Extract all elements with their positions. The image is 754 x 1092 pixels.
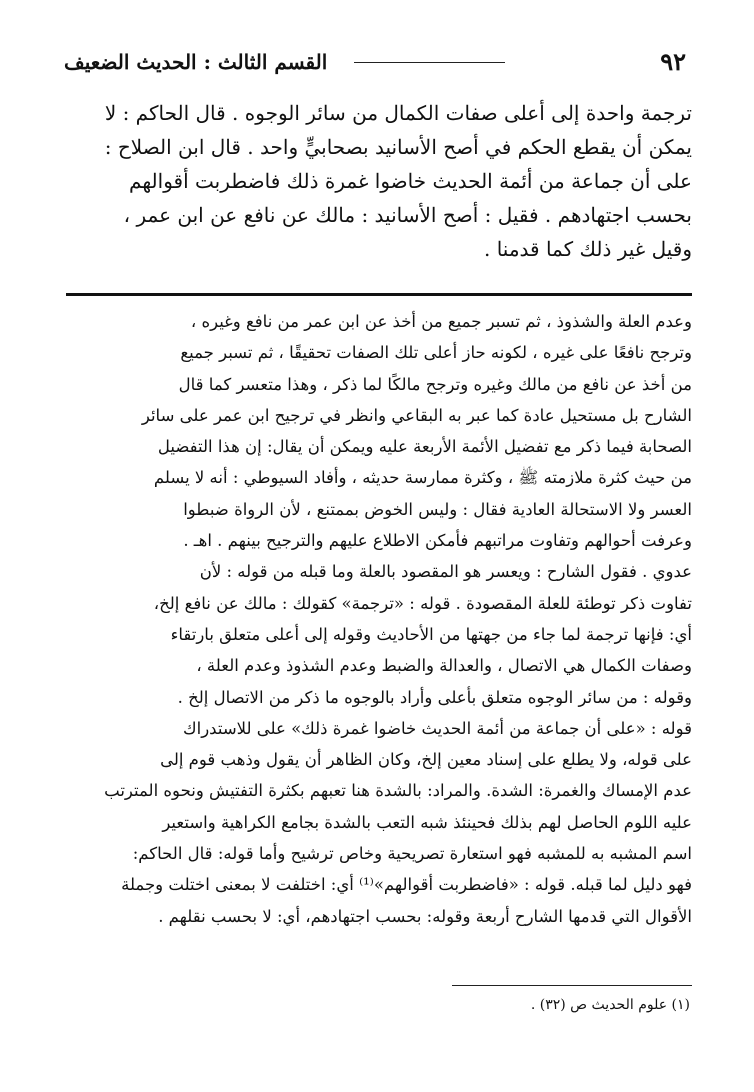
commentary-line: وصفات الكمال هي الاتصال ، والعدالة والضبط وعدم الشذوذ وعدم العلة ، (196, 656, 692, 676)
commentary-line: قوله : «على أن جماعة من أئمة الحديث خاضوا غمرة ذلك» على للاستدراك (183, 718, 692, 738)
commentary-line: من أخذ عن نافع من مالك وغيره وترجح مالكًا لما ذكر ، وهذا متعسر كما قال (178, 374, 692, 394)
commentary-line: وترجح نافعًا على غيره ، لكونه حاز أعلى تلك الصفات تحقيقًا ، ثم تسبر جميع (180, 343, 692, 363)
main-text-line: على أن جماعة من أئمة الحديث خاضوا غمرة ذلك فاضطربت أقوالهم (129, 169, 692, 193)
commentary-line: وعرفت أحوالهم وتفاوت مراتبهم فأمكن الاطلاع عليهم والترجيح بينهم . اهـ . (183, 531, 692, 551)
main-text-line: يمكن أن يقطع الحكم في أصح الأسانيد بصحابيٍّ واحد . قال ابن الصلاح : (104, 135, 692, 159)
commentary-line: من حيث كثرة ملازمته ﷺ ، وكثرة ممارسة حديثه ، وأفاد السيوطي : أنه لا يسلم (153, 468, 692, 488)
main-text-line: ترجمة واحدة إلى أعلى صفات الكمال من سائر الوجوه . قال الحاكم : لا (104, 101, 692, 125)
footnote-rule (452, 985, 692, 986)
section-divider (66, 293, 692, 296)
header-rule (354, 62, 505, 63)
commentary-line: عدوي . فقول الشارح : ويعسر هو المقصود بالعلة وما قبله من قوله : لأن (199, 562, 692, 582)
commentary-line: الأقوال التي قدمها الشارح أربعة وقوله: بحسب اجتهادهم، أي: لا بحسب نقلهم . (158, 906, 692, 926)
main-text (66, 96, 692, 266)
commentary-line: الصحابة فيما ذكر مع تفضيل الأئمة الأربعة عليه ويمكن أن يقال: إن هذا التفضيل (157, 437, 692, 457)
commentary-text (66, 306, 692, 932)
commentary-line: على قوله، ولا يطلع على إسناد معين إلخ، وكان الظاهر أن يقول وذهب قوم إلى (160, 750, 692, 770)
main-text-line: وقيل غير ذلك كما قدمنا . (483, 237, 692, 261)
page-header (64, 44, 690, 80)
commentary-line: اسم المشبه به للمشبه فهو استعارة تصريحية وخاص ترشيح وأما قوله: قال الحاكم: (132, 844, 692, 864)
commentary-line: العسر ولا الاستحالة العادية فقال : وليس الخوض بممتنع ، لأن الرواة ضبطوا (183, 499, 692, 519)
commentary-line: فهو دليل لما قبله. قوله : «فاضطربت أقوالهم»⁽¹⁾ أي: اختلفت لا بمعنى اختلت وجملة (121, 875, 692, 895)
commentary-line: وعدم العلة والشذوذ ، ثم تسبر جميع من أخذ عن ابن عمر من نافع وغيره ، (190, 312, 692, 331)
commentary-line: عدم الإمساك والغمرة: الشدة. والمراد: بالشدة هنا تعبهم بكثرة التفتيش ونحوه المترتب (104, 781, 692, 801)
commentary-line: تفاوت ذكر توطئة للعلة المقصودة . قوله : «ترجمة» كقولك : مالك عن نافع إلخ، (153, 593, 692, 613)
running-title: القسم الثالث : الحديث الضعيف (64, 50, 328, 74)
page-number: ٩٢ (660, 47, 686, 76)
commentary-line: عليه اللوم الحاصل لهم بذلك فحينئذ شبه التعب بالشدة بجامع الكراهية واستعير (162, 812, 692, 832)
commentary-line: الشارح بل مستحيل عادة كما عبر به البقاعي وانظر في ترجيح ابن عمر على سائر (141, 405, 692, 425)
main-text-line: بحسب اجتهادهم . فقيل : أصح الأسانيد : مالك عن نافع عن ابن عمر ، (123, 203, 692, 227)
footnote: (١) علوم الحديث ص (٣٢) . (530, 997, 690, 1013)
commentary-line: أي: فإنها ترجمة لما جاء من جهتها من الأحاديث وقوله إلى أعلى متعلق بارتقاء (170, 624, 692, 644)
commentary-line: وقوله : من سائر الوجوه متعلق بأعلى وأراد بالوجوه ما ذكر من الاتصال إلخ . (177, 687, 692, 707)
